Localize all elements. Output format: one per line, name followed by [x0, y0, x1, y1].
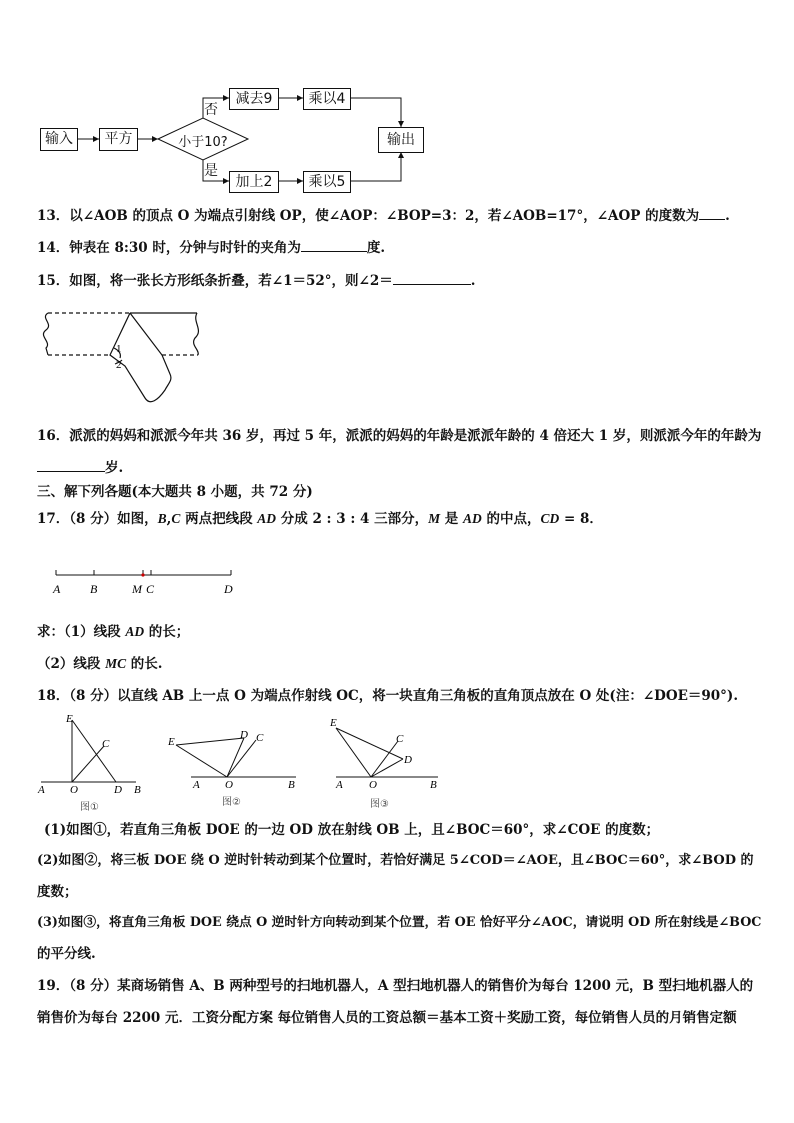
question-18-part-3: (3)如图③，将直角三角板 DOE 绕点 O 逆时针方向转动到某个位置，若 OE 恰好平分∠AOC，请说明 OD 所在射线是∠BOC [37, 915, 762, 930]
question-19-cont: 销售价为每台 2200 元．工资分配方案 每位销售人员的工资总额＝基本工资＋奖励工资，每位销售人员的月销售定额 [37, 1010, 737, 1026]
question-18-part-1: (1)如图①，若直角三角板 DOE 的一边 OD 放在射线 OB 上，且∠BOC＝60°，求∠COE 的度数； [44, 822, 660, 838]
figure-1-caption: 图① [80, 802, 99, 813]
question-15: 15．如图，将一张长方形纸条折叠，若∠1＝52°，则∠2＝ . [37, 270, 475, 291]
svg-text:E: E [168, 736, 175, 748]
answer-blank [699, 205, 725, 220]
question-18-part-2-cont: 度数； [37, 884, 78, 900]
question-14: 14．钟表在 8:30 时，分钟与时针的夹角为 度. [37, 237, 385, 258]
question-18-part-3-cont: 的平分线. [37, 946, 96, 962]
question-17-ask-2: （2）线段 MC 的长. [37, 656, 163, 672]
question-16: 16．派派的妈妈和派派今年共 36 岁，再过 5 年，派派的妈妈的年龄是派派年龄的 4 倍还大 1 岁，则派派今年的年龄为 [37, 428, 762, 444]
flow-output-box: 输出 [378, 127, 424, 153]
svg-text:B: B [288, 779, 295, 791]
svg-text:O: O [70, 784, 78, 796]
question-16-cont: 岁. [37, 457, 123, 478]
point-a-label: A [53, 582, 61, 596]
point-b-label: B [90, 582, 98, 596]
svg-text:A: A [193, 779, 200, 791]
svg-text:C: C [102, 738, 110, 750]
answer-blank [393, 270, 471, 285]
flow-input-box: 输入 [40, 128, 78, 151]
figure-2-caption: 图② [222, 797, 241, 808]
flow-no-label: 否 [204, 102, 218, 118]
svg-text:E: E [330, 717, 337, 729]
point-m-label: M [132, 582, 142, 596]
question-19: 19．（8 分）某商场销售 A、B 两种型号的扫地机器人，A 型扫地机器人的销售价为每台 1200 元，B 型扫地机器人的 [37, 978, 754, 994]
svg-text:A: A [38, 784, 45, 796]
point-d-label: D [224, 582, 233, 596]
svg-text:C: C [256, 732, 264, 744]
section-3-heading: 三、解下列各题(本大题共 8 小题，共 72 分) [37, 484, 313, 500]
question-17: 17．（8 分）如图，B,C 两点把线段 AD 分成 2 : 3 : 4 三部分，M 是 AD 的中点，CD = 8． [37, 511, 603, 527]
angle-1-label: 1 [116, 343, 122, 355]
flow-square-box: 平方 [99, 128, 138, 151]
question-18-part-2: (2)如图②，将三板 DOE 绕 O 逆时针转动到某个位置时，若恰好满足 5∠COD＝∠AOE，且∠BOC＝60°，求∠BOD 的 [37, 853, 754, 868]
triangle-figures [36, 710, 456, 810]
question-17-ask-1: 求：（1）线段 AD 的长； [37, 624, 190, 640]
flow-yes-label: 是 [204, 163, 218, 179]
svg-text:D: D [404, 754, 412, 766]
flow-plus2-box: 加上2 [229, 171, 279, 193]
segment-figure [48, 566, 248, 600]
svg-text:D: D [240, 729, 248, 741]
svg-text:E: E [66, 713, 73, 725]
svg-text:B: B [430, 779, 437, 791]
angle-2-label: 2 [116, 359, 122, 371]
flow-times4-box: 乘以4 [303, 88, 351, 110]
answer-blank [301, 237, 367, 252]
svg-text:B: B [134, 784, 141, 796]
question-13: 13．以∠AOB 的顶点 O 为端点引射线 OP，使∠AOP：∠BOP=3：2，若∠AOB=17°，∠AOP 的度数为 . [37, 205, 730, 226]
svg-text:C: C [396, 733, 404, 745]
folded-strip-figure [40, 308, 210, 410]
svg-text:O: O [369, 779, 377, 791]
svg-text:D: D [114, 784, 122, 796]
svg-text:O: O [225, 779, 233, 791]
point-c-label: C [146, 582, 155, 596]
flowchart-connectors [0, 0, 794, 200]
svg-text:A: A [336, 779, 343, 791]
figure-3-caption: 图③ [370, 799, 389, 810]
flow-decision-label: 小于10? [178, 135, 228, 150]
answer-blank [37, 457, 105, 472]
flow-minus9-box: 减去9 [229, 88, 279, 110]
flow-times5-box: 乘以5 [303, 171, 351, 193]
question-18: 18．（8 分）以直线 AB 上一点 O 为端点作射线 OC，将一块直角三角板的直角顶点放在 O 处(注：∠DOE＝90°). [37, 688, 739, 704]
